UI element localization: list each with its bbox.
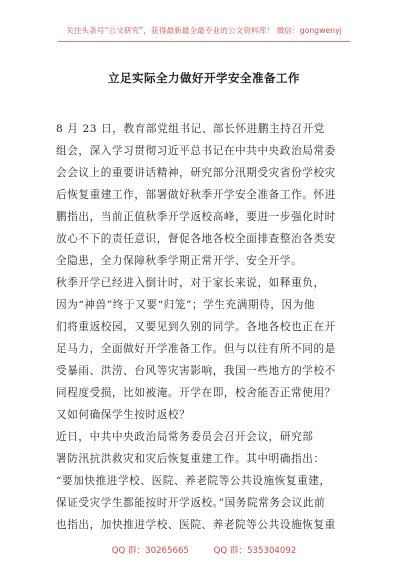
body-line: 近日，中共中央政治局常务委员会召开会议，研究部 (56, 431, 314, 443)
body-line: 会会议上的重要讲话精神，研究部分汛期受灾省份学校灾 (56, 167, 336, 179)
header-divider (58, 41, 350, 42)
body-line: 全隐患，全力保障秋季学期正常开学、安全开学。 (56, 255, 303, 267)
promo-banner: 关注头条号“公文研究”，获得最新最全最专业的公文资料库！ 微信：gongwenyj (66, 26, 342, 35)
body-line: 秋季开学已经进入倒计时，对于家长来说，如释重负， (56, 277, 325, 289)
body-line: 足马力，全面做好开学准备工作。但与以往有所不同的是 (56, 343, 336, 355)
body-line: 后恢复重建工作，部署做好秋季开学安全准备工作。怀进 (56, 189, 336, 201)
body-line: 鹏指出，当前正值秋季开学返校高峰，要进一步强化时时 (56, 211, 336, 223)
body-line: 因为“神兽”终于又要“归笼”；学生充满期待，因为他 (56, 299, 316, 311)
body-line: 8 月 23 日，教育部党组书记、部长怀进鹏主持召开党 (56, 123, 325, 135)
footer-qq-group-1: QQ 群：30265665 (111, 546, 189, 556)
page-footer (0, 544, 408, 556)
body-line: 又如何确保学生按时返校？ (56, 409, 191, 421)
document-body (56, 118, 352, 536)
body-line: 们将重返校园，又要见到久别的同学。各地各校也正在开 (56, 321, 336, 333)
body-line: 同程度受损，比如被淹。开学在即，校舍能否正常使用？ (56, 387, 336, 399)
body-line: “要加快推进学校、医院、养老院等公共设施恢复重建， (56, 475, 331, 487)
footer-qq-group-2: QQ 群：535304092 (213, 546, 297, 556)
body-line: 组会，深入学习贯彻习近平总书记在中共中央政治局常委 (56, 145, 336, 157)
body-line: 放心不下的责任意识，督促各地各校全面排查整治各类安 (56, 233, 336, 245)
document-title: 立足实际全力做好开学安全准备工作 (108, 71, 300, 85)
body-line: 署防汛抗洪救灾和灾后恢复重建工作。其中明确指出： (56, 453, 325, 465)
body-line: 也指出，加快推进学校、医院、养老院等公共设施恢复重 (56, 519, 336, 531)
body-line: 保证受灾学生都能按时开学返校。”国务院常务会议此前 (56, 497, 326, 509)
body-line: 受暴雨、洪涝、台风等灾害影响，我国一些地方的学校不 (56, 365, 336, 377)
